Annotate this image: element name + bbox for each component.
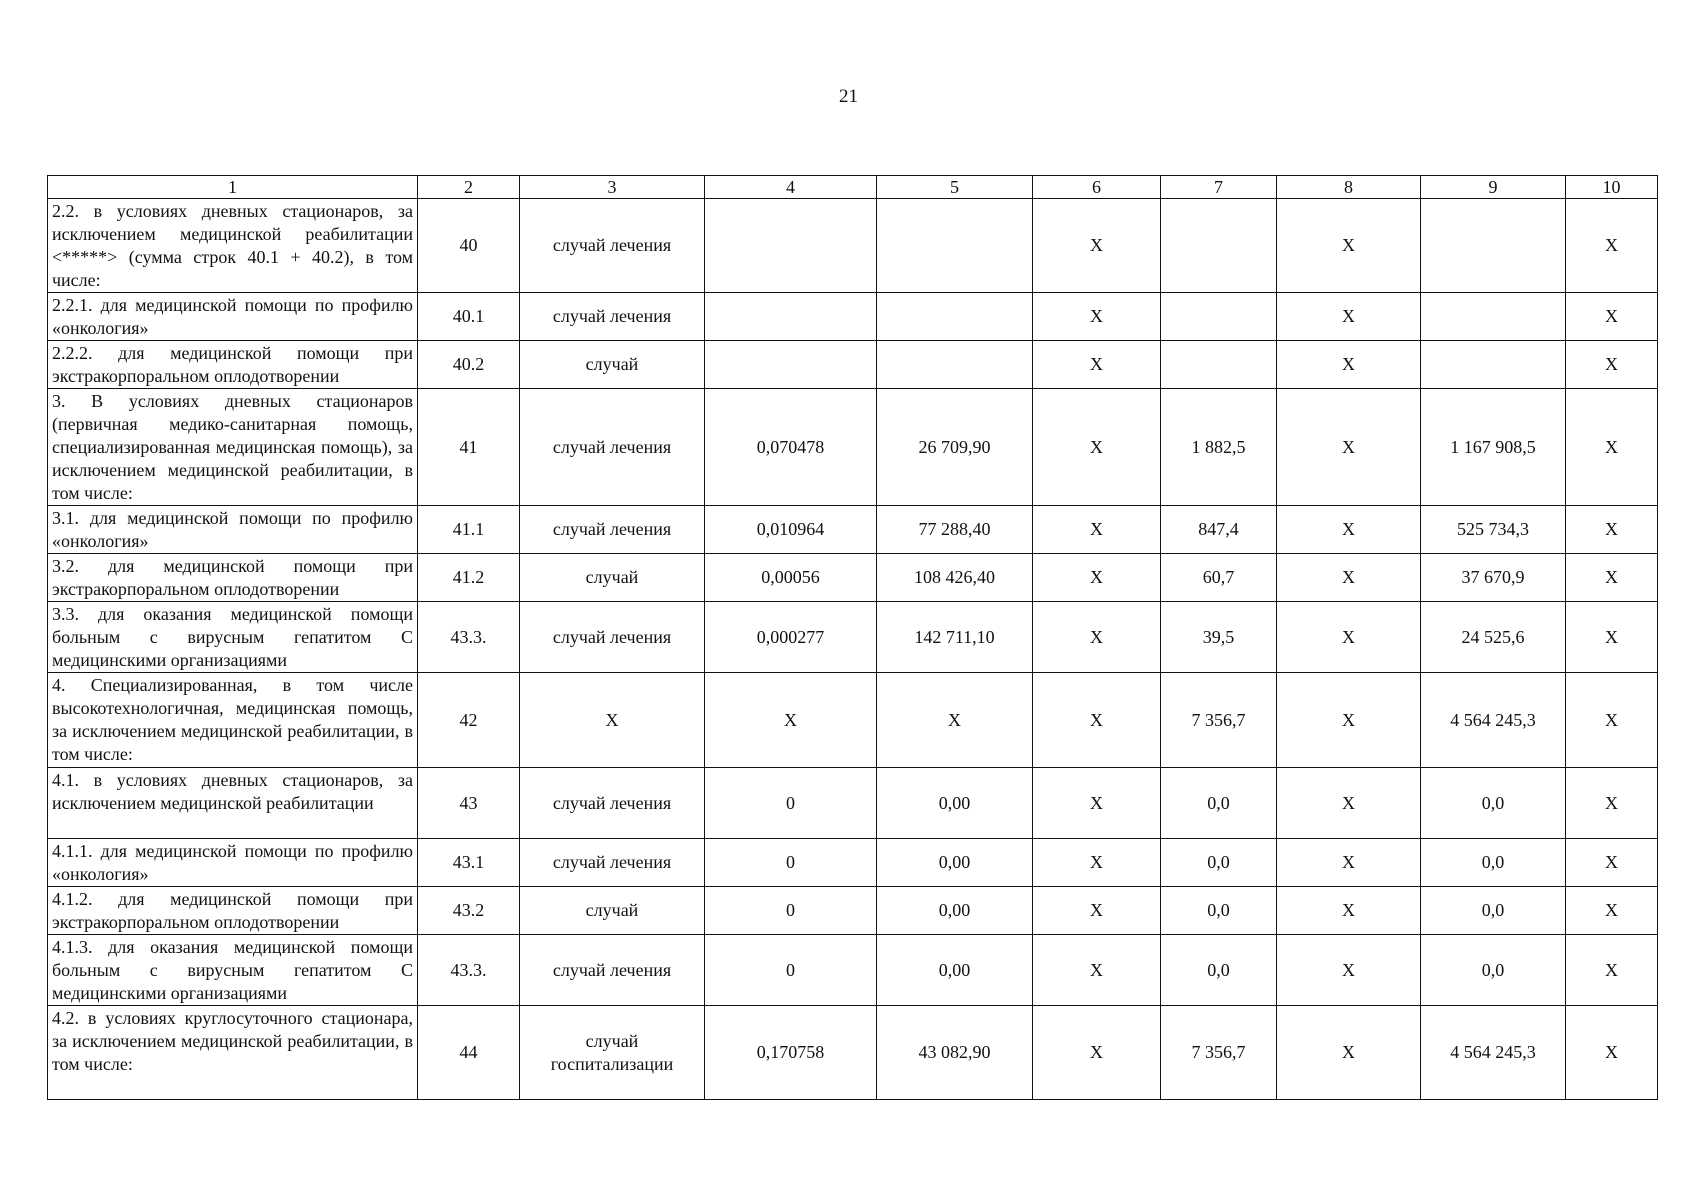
table-cell: X bbox=[1566, 887, 1658, 935]
table-cell: X bbox=[1277, 506, 1421, 554]
table-row bbox=[48, 887, 1658, 935]
page-number: 21 bbox=[839, 86, 858, 107]
unit-cell: X bbox=[520, 673, 705, 768]
unit-cell: случай bbox=[520, 887, 705, 935]
table-cell: 0,00 bbox=[877, 935, 1033, 1006]
unit-cell: случай лечения bbox=[520, 602, 705, 673]
table-cell: X bbox=[1277, 602, 1421, 673]
table-cell: X bbox=[1277, 887, 1421, 935]
unit-cell: случай лечения bbox=[520, 935, 705, 1006]
table-cell: 7 356,7 bbox=[1161, 673, 1277, 768]
row-description: 3. В условиях дневных стационаров (первичная медико-санитарная помощь, специализированная медицинская помощь), за исключением медицинской реабилитации, в том числе: bbox=[48, 389, 418, 506]
row-description: 4.1.3. для оказания медицинской помощи больным с вирусным гепатитом С медицинскими организациями bbox=[48, 935, 418, 1006]
unit-cell: случай лечения bbox=[520, 839, 705, 887]
table-cell: 0 bbox=[705, 935, 877, 1006]
table-cell: X bbox=[1277, 554, 1421, 602]
table-row bbox=[48, 602, 1658, 673]
unit-cell: случай лечения bbox=[520, 506, 705, 554]
table-cell: 0,0 bbox=[1421, 935, 1566, 1006]
table-cell: X bbox=[1277, 341, 1421, 389]
row-description: 2.2.1. для медицинской помощи по профилю «онкология» bbox=[48, 293, 418, 341]
table-cell: 0,010964 bbox=[705, 506, 877, 554]
table-cell: X bbox=[1566, 1006, 1658, 1100]
table-cell: 0,0 bbox=[1161, 768, 1277, 839]
row-description: 2.2. в условиях дневных стационаров, за исключением медицинской реабилитации <*****> (сумма строк 40.1 + 40.2), в том числе: bbox=[48, 199, 418, 293]
table-cell: X bbox=[1033, 1006, 1161, 1100]
row-number: 43.2 bbox=[418, 887, 520, 935]
column-header: 5 bbox=[877, 176, 1033, 199]
table-cell: 0,00056 bbox=[705, 554, 877, 602]
table-cell: X bbox=[1033, 506, 1161, 554]
table-cell: X bbox=[1566, 839, 1658, 887]
table-row bbox=[48, 389, 1658, 506]
table-cell: X bbox=[1566, 341, 1658, 389]
table-cell: 0,00 bbox=[877, 839, 1033, 887]
table-cell bbox=[1421, 293, 1566, 341]
unit-cell: случай лечения bbox=[520, 199, 705, 293]
row-description: 4.1.2. для медицинской помощи при экстракорпоральном оплодотворении bbox=[48, 887, 418, 935]
row-description: 4.1. в условиях дневных стационаров, за исключением медицинской реабилитации bbox=[48, 768, 418, 839]
table-cell: X bbox=[1277, 839, 1421, 887]
column-header: 6 bbox=[1033, 176, 1161, 199]
table-cell bbox=[1161, 199, 1277, 293]
column-header: 9 bbox=[1421, 176, 1566, 199]
table-cell: 4 564 245,3 bbox=[1421, 673, 1566, 768]
column-header: 4 bbox=[705, 176, 877, 199]
row-number: 43.3. bbox=[418, 935, 520, 1006]
table-cell: X bbox=[1033, 554, 1161, 602]
table-cell bbox=[877, 199, 1033, 293]
unit-cell: случай лечения bbox=[520, 768, 705, 839]
row-number: 40 bbox=[418, 199, 520, 293]
table-cell: X bbox=[1566, 935, 1658, 1006]
table-cell: 39,5 bbox=[1161, 602, 1277, 673]
unit-cell: случай госпитализации bbox=[520, 1006, 705, 1100]
table-cell: X bbox=[1277, 768, 1421, 839]
column-header: 8 bbox=[1277, 176, 1421, 199]
table-cell bbox=[705, 293, 877, 341]
table-header-row bbox=[48, 176, 1658, 199]
table-cell bbox=[1161, 293, 1277, 341]
table-cell: X bbox=[1566, 673, 1658, 768]
table-cell: 0 bbox=[705, 887, 877, 935]
unit-cell: случай лечения bbox=[520, 293, 705, 341]
table-cell: 0,000277 bbox=[705, 602, 877, 673]
unit-cell: случай лечения bbox=[520, 389, 705, 506]
table-row bbox=[48, 506, 1658, 554]
table-cell: X bbox=[1033, 673, 1161, 768]
table-cell: X bbox=[705, 673, 877, 768]
table-cell: X bbox=[1277, 673, 1421, 768]
table-cell: 4 564 245,3 bbox=[1421, 1006, 1566, 1100]
table-cell bbox=[705, 341, 877, 389]
table-cell: X bbox=[1033, 768, 1161, 839]
table-cell: X bbox=[1566, 768, 1658, 839]
table-cell: X bbox=[1566, 554, 1658, 602]
table-cell: X bbox=[1033, 199, 1161, 293]
table-row bbox=[48, 1006, 1658, 1100]
table-cell bbox=[877, 341, 1033, 389]
table-cell: X bbox=[1277, 199, 1421, 293]
column-header: 7 bbox=[1161, 176, 1277, 199]
table-cell: 1 882,5 bbox=[1161, 389, 1277, 506]
table-cell: 0,0 bbox=[1161, 935, 1277, 1006]
table-cell: X bbox=[1033, 293, 1161, 341]
table-row bbox=[48, 673, 1658, 768]
table-row bbox=[48, 935, 1658, 1006]
table-cell: X bbox=[877, 673, 1033, 768]
table-cell: X bbox=[1033, 839, 1161, 887]
table-cell: 0,170758 bbox=[705, 1006, 877, 1100]
row-number: 43.3. bbox=[418, 602, 520, 673]
table-cell bbox=[1161, 341, 1277, 389]
table-cell: 0,0 bbox=[1421, 839, 1566, 887]
table-cell: X bbox=[1277, 389, 1421, 506]
row-description: 3.1. для медицинской помощи по профилю «онкология» bbox=[48, 506, 418, 554]
table-row bbox=[48, 341, 1658, 389]
column-header: 10 bbox=[1566, 176, 1658, 199]
row-description: 4.1.1. для медицинской помощи по профилю «онкология» bbox=[48, 839, 418, 887]
table-cell: 0,0 bbox=[1161, 887, 1277, 935]
row-description: 4. Специализированная, в том числе высокотехнологичная, медицинская помощь, за исключением медицинской реабилитации, в том числе: bbox=[48, 673, 418, 768]
unit-cell: случай bbox=[520, 554, 705, 602]
column-header: 1 bbox=[48, 176, 418, 199]
table-cell: 0 bbox=[705, 839, 877, 887]
table-cell: X bbox=[1277, 1006, 1421, 1100]
row-number: 44 bbox=[418, 1006, 520, 1100]
table-row bbox=[48, 554, 1658, 602]
table-cell: 0,0 bbox=[1161, 839, 1277, 887]
table-row bbox=[48, 293, 1658, 341]
table-cell: X bbox=[1033, 935, 1161, 1006]
table-cell: X bbox=[1566, 602, 1658, 673]
table-cell: 1 167 908,5 bbox=[1421, 389, 1566, 506]
table-cell: 7 356,7 bbox=[1161, 1006, 1277, 1100]
table-cell: 142 711,10 bbox=[877, 602, 1033, 673]
row-description: 3.2. для медицинской помощи при экстракорпоральном оплодотворении bbox=[48, 554, 418, 602]
column-header: 2 bbox=[418, 176, 520, 199]
table-cell bbox=[705, 199, 877, 293]
table-cell: 26 709,90 bbox=[877, 389, 1033, 506]
row-description: 3.3. для оказания медицинской помощи больным с вирусным гепатитом С медицинскими организациями bbox=[48, 602, 418, 673]
data-table bbox=[47, 175, 1658, 1100]
table-cell bbox=[1421, 341, 1566, 389]
table-cell: X bbox=[1566, 199, 1658, 293]
table-row bbox=[48, 839, 1658, 887]
row-description: 2.2.2. для медицинской помощи при экстракорпоральном оплодотворении bbox=[48, 341, 418, 389]
row-number: 40.1 bbox=[418, 293, 520, 341]
row-number: 41 bbox=[418, 389, 520, 506]
column-header: 3 bbox=[520, 176, 705, 199]
table-cell: X bbox=[1277, 935, 1421, 1006]
table-cell: 0,070478 bbox=[705, 389, 877, 506]
table-cell: X bbox=[1277, 293, 1421, 341]
table-cell: 0,0 bbox=[1421, 768, 1566, 839]
unit-cell: случай bbox=[520, 341, 705, 389]
table-cell: 43 082,90 bbox=[877, 1006, 1033, 1100]
table-cell: X bbox=[1566, 389, 1658, 506]
table-cell bbox=[877, 293, 1033, 341]
row-number: 41.1 bbox=[418, 506, 520, 554]
table-cell: X bbox=[1033, 887, 1161, 935]
table-cell: X bbox=[1566, 293, 1658, 341]
table-cell: X bbox=[1033, 602, 1161, 673]
table-cell: 525 734,3 bbox=[1421, 506, 1566, 554]
table-cell: 0,00 bbox=[877, 887, 1033, 935]
row-number: 40.2 bbox=[418, 341, 520, 389]
row-number: 43.1 bbox=[418, 839, 520, 887]
table-row bbox=[48, 768, 1658, 839]
table-cell: 0,00 bbox=[877, 768, 1033, 839]
row-description: 4.2. в условиях круглосуточного стационара, за исключением медицинской реабилитации, в том числе: bbox=[48, 1006, 418, 1100]
table-cell: 108 426,40 bbox=[877, 554, 1033, 602]
table-cell: 0 bbox=[705, 768, 877, 839]
table-cell: 0,0 bbox=[1421, 887, 1566, 935]
table-cell: X bbox=[1566, 506, 1658, 554]
table-cell: X bbox=[1033, 389, 1161, 506]
table-cell: X bbox=[1033, 341, 1161, 389]
table-row bbox=[48, 199, 1658, 293]
row-number: 41.2 bbox=[418, 554, 520, 602]
row-number: 42 bbox=[418, 673, 520, 768]
table-cell: 847,4 bbox=[1161, 506, 1277, 554]
table-cell bbox=[1421, 199, 1566, 293]
table-cell: 37 670,9 bbox=[1421, 554, 1566, 602]
table-cell: 77 288,40 bbox=[877, 506, 1033, 554]
table-cell: 24 525,6 bbox=[1421, 602, 1566, 673]
table-cell: 60,7 bbox=[1161, 554, 1277, 602]
row-number: 43 bbox=[418, 768, 520, 839]
